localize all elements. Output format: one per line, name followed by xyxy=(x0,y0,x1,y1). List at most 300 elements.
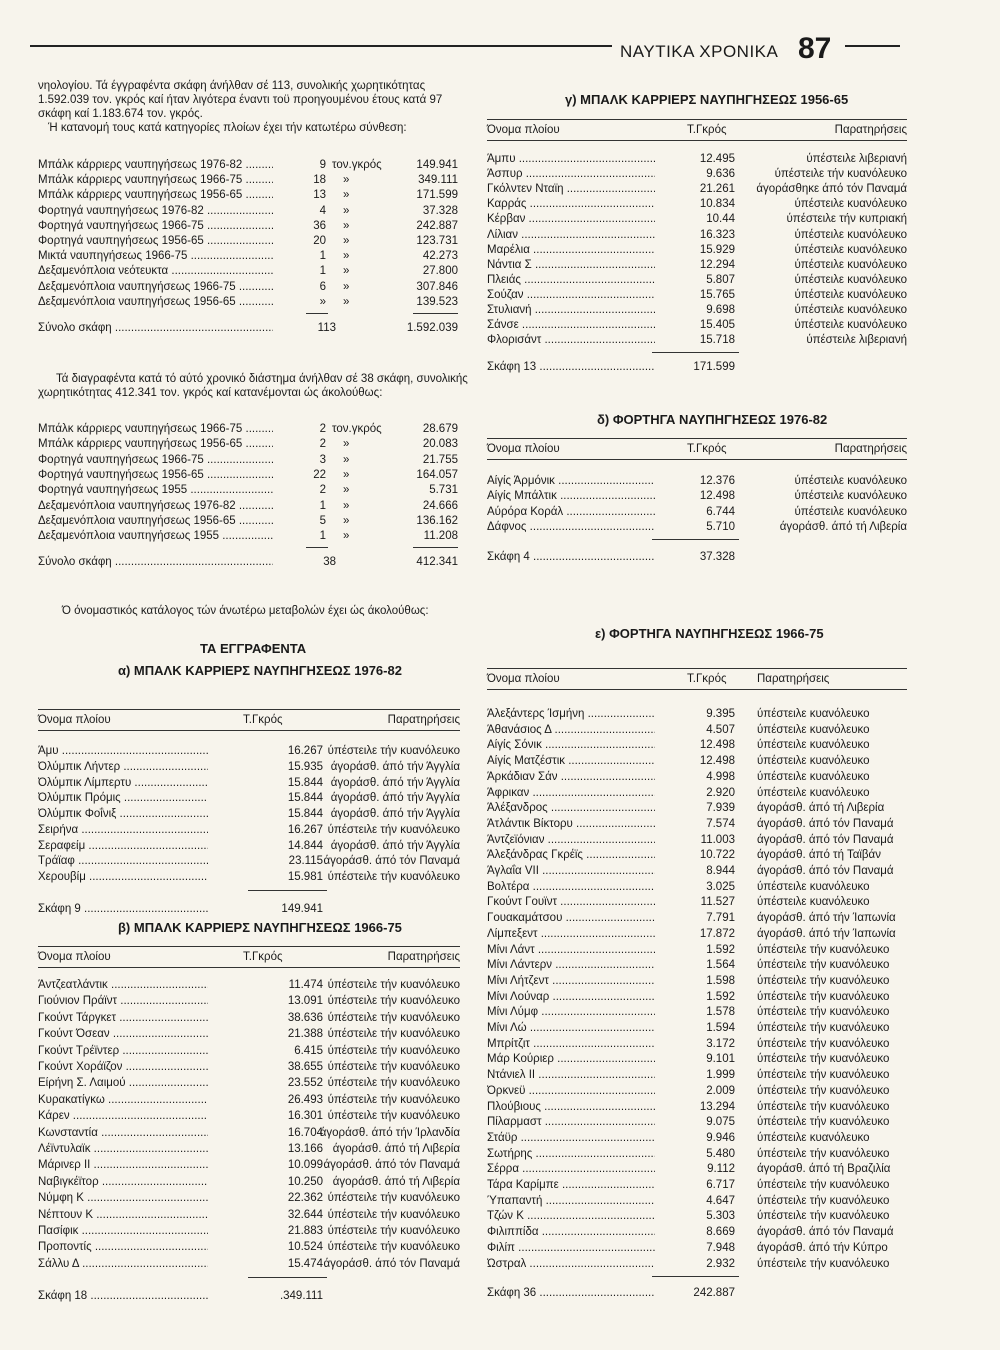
tally-tonnage: 164.057 xyxy=(416,468,458,481)
ship-note: ύπέστειλε τήν κυανόλευκο xyxy=(327,1241,460,1254)
ship-note: άγοράσθ. άπό τή Λιβερία xyxy=(332,1143,460,1155)
ship-name: Άλεξάντερς Ίσμήνη ..... xyxy=(487,707,655,721)
ship-tonnage: 4.647 xyxy=(706,1194,735,1207)
tally-tonnage: 28.679 xyxy=(422,423,458,435)
ship-note: ύπέστειλε τήν κυανόλευκο xyxy=(757,1069,890,1082)
ship-tonnage: 1.999 xyxy=(706,1069,735,1082)
ship-row xyxy=(487,489,907,503)
tally-count: 20 xyxy=(313,235,326,247)
ship-note: άγοράσθ. άπό τήν Ίρλανδία xyxy=(319,1126,460,1139)
ship-name: Κυρακατίγκω ..... xyxy=(38,1093,208,1107)
tally-count: 1 xyxy=(319,499,326,512)
tally-total-count: 38 xyxy=(323,556,336,569)
ship-row xyxy=(487,754,907,768)
table-total-row xyxy=(487,360,907,374)
tally-label: Δεξαμενόπλοια ναυπηγήσεως 1956-65 ..... xyxy=(38,295,273,309)
tally-count: 6 xyxy=(319,280,326,293)
ship-name: Μίνι Λώ ..... xyxy=(487,1021,655,1035)
ship-row xyxy=(487,1037,907,1051)
ship-row xyxy=(487,833,907,847)
ship-note: άγοράσθ. άπό τόν Παναμά xyxy=(757,817,894,830)
ship-tonnage: 12.498 xyxy=(699,755,735,768)
ship-row xyxy=(487,1068,907,1082)
ship-note: ύπέστειλε τήν κυανόλευκο xyxy=(327,1093,460,1106)
ship-note: ύπέστειλε κυανόλευκο xyxy=(794,258,907,271)
tally-count: 2 xyxy=(319,423,326,435)
ship-note: ύπέστειλε τήν κυανόλευκο xyxy=(327,871,460,883)
ship-note: άγοράσθ. άπό τόν Παναμά xyxy=(323,1257,460,1270)
tally-label: Μικτά ναυπηγήσεως 1966-75 ..... xyxy=(38,249,273,263)
ship-tonnage: 21.261 xyxy=(699,183,735,196)
tally-row xyxy=(38,234,463,248)
ship-tonnage: 12.495 xyxy=(699,153,735,165)
ship-name: Γκούντ Τάργκετ ..... xyxy=(38,1011,208,1025)
ship-row xyxy=(38,1158,460,1172)
ship-tonnage: 7.791 xyxy=(706,912,735,925)
sum-rule xyxy=(248,890,327,891)
ship-row xyxy=(487,333,907,347)
ship-row xyxy=(38,1060,460,1074)
ship-row xyxy=(487,1005,907,1019)
ship-name: Ντάνιελ ΙΙ ..... xyxy=(487,1068,655,1082)
ship-note: ύπέστειλε τήν κυανόλευκο xyxy=(327,1011,460,1024)
ship-note: ύπέστειλε κυανόλευκο xyxy=(757,786,870,799)
column-header-name: Όνομα πλοίου xyxy=(487,124,560,136)
ship-row xyxy=(487,880,907,894)
ship-tonnage: 15.765 xyxy=(699,288,735,301)
ship-name: Μίνι Λήτζεντ ..... xyxy=(487,974,655,988)
tally-tonnage: 11.208 xyxy=(423,530,458,543)
ship-row xyxy=(487,505,907,519)
ship-name: Όρκνεϋ ..... xyxy=(487,1084,655,1098)
ship-note: ύπέστειλε τήν κυανόλευκο xyxy=(327,823,460,836)
tally-unit: » xyxy=(343,219,350,232)
column-header-name: Όνομα πλοίου xyxy=(38,951,111,963)
ship-name: Αίγίς Ματζέστικ ..... xyxy=(487,754,655,768)
table-top-rule xyxy=(487,119,907,120)
tally-row xyxy=(38,204,463,218)
ship-tonnage: 32.644 xyxy=(287,1208,323,1221)
sum-rule xyxy=(306,547,328,548)
ship-name: Πλειάς ..... xyxy=(487,273,655,287)
ship-row xyxy=(38,1208,460,1222)
ship-tonnage: 11.003 xyxy=(700,833,735,846)
ship-name: Μίνι Λάντερν ..... xyxy=(487,958,655,972)
ship-name: Σωτήρης ..... xyxy=(487,1147,655,1161)
tally-row xyxy=(38,514,463,528)
tally-tonnage: 139.523 xyxy=(416,295,458,308)
ship-name: Χερουβίμ ..... xyxy=(38,870,208,884)
tally-row xyxy=(38,499,463,513)
ship-name: Μάρ Κούριερ ..... xyxy=(487,1052,655,1066)
ship-note: ύπέστειλε τήν κυανόλευκο xyxy=(757,1179,890,1191)
ship-tonnage: 1.598 xyxy=(706,974,735,987)
tally-unit: » xyxy=(343,453,350,466)
ship-note: άγοράσθ. άπό τήν Άγγλία xyxy=(330,760,460,773)
ship-tonnage: 15.981 xyxy=(287,871,323,883)
ship-tonnage: 12.498 xyxy=(699,490,735,503)
ship-name: Τζών Κ ..... xyxy=(487,1209,655,1223)
ship-note: ύπέστειλε τήν κυανόλευκο xyxy=(327,1028,460,1041)
table-total-row xyxy=(487,550,907,564)
ship-tonnage: 17.872 xyxy=(699,927,735,940)
table-total-value: 149.941 xyxy=(281,902,323,915)
tally-unit: τον.γκρός xyxy=(332,159,382,171)
paragraph-line: σκάφη καί 1.183.674 τον. γκρός. xyxy=(38,108,203,120)
section-title: α) ΜΠΑΛΚ ΚΑΡΡΙΕΡΣ ΝΑΥΠΗΓΗΣΕΩΣ 1976-82 xyxy=(118,663,402,678)
ship-tonnage: 15.844 xyxy=(287,776,323,789)
ship-row xyxy=(487,303,907,317)
magazine-title: ΝΑΥΤΙΚΑ ΧΡΟΝΙΚΑ xyxy=(620,42,779,61)
ship-tonnage: 13.294 xyxy=(699,1100,735,1113)
tally-label: Μπάλκ κάρριερς ναυπηγήσεως 1956-65 ..... xyxy=(38,188,273,202)
ship-row xyxy=(487,1209,907,1223)
ship-name: Σούζαν ..... xyxy=(487,288,655,302)
ship-row xyxy=(38,839,460,853)
ship-name: Φιλιππίδα ..... xyxy=(487,1225,655,1239)
ship-row xyxy=(38,1224,460,1238)
ship-tonnage: 21.883 xyxy=(287,1225,323,1237)
ship-row xyxy=(38,1191,460,1205)
ship-tonnage: 1.592 xyxy=(706,990,735,1003)
page-number: 87 xyxy=(798,32,832,65)
ship-tonnage: 9.075 xyxy=(706,1116,735,1129)
tally-tonnage: 307.846 xyxy=(416,280,458,293)
ship-note: ύπέστειλε κυανόλευκο xyxy=(794,228,907,241)
intro-paragraph xyxy=(38,79,468,135)
sum-rule xyxy=(652,352,739,353)
ship-name: Γκούντ Όσεαν ..... xyxy=(38,1027,208,1041)
tally-row xyxy=(38,422,463,436)
ship-name: Λίλιαν ..... xyxy=(487,228,655,242)
ship-note: άγοράσθ. άπό τόν Παναμά xyxy=(757,1226,894,1239)
tally-tonnage: 5.731 xyxy=(429,484,458,497)
ship-note: ύπέστειλε τήν κυανόλευκο xyxy=(757,1006,890,1019)
ship-name: Μίνι Λύμφ ..... xyxy=(487,1005,655,1019)
ship-name: Είρήνη Σ. Λαιμού ..... xyxy=(38,1076,208,1090)
ship-tonnage: 1.578 xyxy=(706,1006,735,1019)
ship-name: Άμυ ..... xyxy=(38,744,208,758)
ship-name: Άλεξάνδρας Γκρέϊς ..... xyxy=(487,848,655,862)
ship-row xyxy=(487,943,907,957)
ship-name: Σεραφείμ ..... xyxy=(38,839,208,853)
ship-tonnage: 1.592 xyxy=(706,943,735,956)
tally-count: 4 xyxy=(319,204,326,217)
ship-note: ύπέστειλε κυανόλευκο xyxy=(757,770,870,783)
ship-row xyxy=(487,864,907,878)
ship-tonnage: 10.524 xyxy=(287,1241,323,1254)
tally-unit: » xyxy=(343,484,350,497)
table-total-row xyxy=(38,902,460,916)
ship-name: Αίγίς Μπάλτικ ..... xyxy=(487,489,655,503)
tally-count: 36 xyxy=(313,219,326,232)
ship-name: Γκούντ Γουϊντ ..... xyxy=(487,895,655,909)
ship-tonnage: 15.474 xyxy=(287,1257,323,1270)
ship-tonnage: 38.636 xyxy=(287,1011,323,1024)
ship-row xyxy=(38,1076,460,1090)
ship-row xyxy=(38,1142,460,1156)
ship-name: Φιλίπ ..... xyxy=(487,1241,655,1255)
ship-tonnage: 4.507 xyxy=(706,723,735,736)
ship-tonnage: 8.669 xyxy=(706,1226,735,1239)
ship-tonnage: 9.636 xyxy=(706,168,735,181)
column-header-notes: Παρατηρήσεις xyxy=(834,443,907,455)
ship-name: Μάρινερ ΙΙ ..... xyxy=(38,1158,208,1172)
ship-row xyxy=(487,1115,907,1129)
column-header-notes: Παρατηρήσεις xyxy=(387,714,460,726)
tally-unit: » xyxy=(343,468,350,481)
ship-note: ύπέστειλε κυανόλευκο xyxy=(794,505,907,518)
tally-label: Φορτηγά ναυπηγήσεως 1966-75 ..... xyxy=(38,453,273,467)
ship-row xyxy=(487,1225,907,1239)
tally-row xyxy=(38,264,463,278)
ship-note: ύπέστειλε τήν κυανόλευκο xyxy=(774,168,907,181)
ship-note: άγοράσθ. άπό τή Ταϊβάν xyxy=(757,849,881,862)
ship-note: ύπέστειλε τήν κυανόλευκο xyxy=(757,1147,890,1160)
ship-note: ύπέστειλε κυανόλευκο xyxy=(757,708,870,720)
ship-row xyxy=(487,228,907,242)
ship-tonnage: 7.939 xyxy=(706,802,735,815)
header-rule-right xyxy=(845,45,900,47)
ship-tonnage: 16.301 xyxy=(287,1110,323,1123)
tally-tonnage: 123.731 xyxy=(416,235,458,247)
column-header-grt: Τ.Γκρός xyxy=(687,124,727,136)
ship-note: άγοράσθ. άπό τήν Άγγλία xyxy=(330,776,460,789)
ship-tonnage: 22.362 xyxy=(287,1192,323,1205)
tally-tonnage: 242.887 xyxy=(416,219,458,232)
ship-row xyxy=(487,152,907,166)
ship-tonnage: 15.844 xyxy=(287,792,323,805)
ship-name: Στάϋρ ..... xyxy=(487,1131,655,1145)
ship-row xyxy=(487,895,907,909)
tally-count: 5 xyxy=(319,514,326,527)
ship-name: Δάφνος ..... xyxy=(487,520,655,534)
ship-row xyxy=(487,1241,907,1255)
ship-note: ύπέστειλε κυανόλευκο xyxy=(794,304,907,316)
tally-tonnage: 149.941 xyxy=(416,159,458,171)
ship-tonnage: 12.294 xyxy=(699,258,735,271)
ship-tonnage: 16.323 xyxy=(699,228,735,241)
ship-note: άγοράσθ. άπό τόν Παναμά xyxy=(323,1159,460,1172)
ship-tonnage: 10.099 xyxy=(287,1159,323,1172)
tally-tonnage: 349.111 xyxy=(418,174,458,187)
ship-note: άγοράσθ. άπό τή Λιβερία xyxy=(779,520,907,533)
ship-row xyxy=(487,243,907,257)
section-title: γ) ΜΠΑΛΚ ΚΑΡΡΙΕΡΣ ΝΑΥΠΗΓΗΣΕΩΣ 1956-65 xyxy=(565,92,849,107)
tally-count: 2 xyxy=(319,438,326,451)
ship-row xyxy=(38,1011,460,1025)
deleted-paragraph xyxy=(38,372,468,400)
ship-tonnage: 16.704 xyxy=(287,1126,323,1139)
ship-name: Μαρέλια ..... xyxy=(487,243,655,257)
tally-row xyxy=(38,483,463,497)
ship-name: Νύμφη Κ ..... xyxy=(38,1191,208,1205)
tally-unit: » xyxy=(343,265,350,278)
ship-note: ύπέστειλε κυανόλευκο xyxy=(794,243,907,256)
ship-row xyxy=(487,474,907,488)
tally-unit: » xyxy=(343,189,350,202)
ship-note: ύπέστειλε τήν κυανόλευκο xyxy=(327,1061,460,1073)
sum-rule xyxy=(413,313,458,314)
tally-tonnage: 37.328 xyxy=(422,204,458,217)
ship-tonnage: 8.944 xyxy=(706,865,735,877)
ship-tonnage: 10.722 xyxy=(699,849,735,862)
ship-name: Γκόλντεν Νταϊη ..... xyxy=(487,182,655,196)
ship-note: ύπέστειλε κυανόλευκο xyxy=(757,896,870,909)
tally-unit: » xyxy=(343,235,350,247)
paragraph-line: 1.592.039 τον. γκρός καί ήταν λιγότερα έναντι τοϋ προηγουμένου έτους κατά 97 xyxy=(38,94,443,106)
ship-row xyxy=(487,1178,907,1192)
ship-note: άγοράσθ. άπό τή Λιβερία xyxy=(332,1175,460,1188)
ship-tonnage: 16.267 xyxy=(287,745,323,757)
ship-note: ύπέστειλε κυανόλευκο xyxy=(794,273,907,286)
tally-total-tonnage: 1.592.039 xyxy=(406,322,458,334)
ship-row xyxy=(38,870,460,884)
tally-count: 9 xyxy=(319,159,326,171)
table-top-rule xyxy=(487,438,907,439)
ship-row xyxy=(38,791,460,805)
tally-unit: τον.γκρός xyxy=(332,423,382,435)
ship-row xyxy=(487,723,907,737)
ship-note: άγοράσθ. άπό τόν Παναμά xyxy=(757,833,894,846)
ship-row xyxy=(487,182,907,196)
ship-row xyxy=(487,1194,907,1208)
tally-count: 13 xyxy=(313,189,326,202)
ship-note: ύπέστειλε τήν κυανόλευκο xyxy=(327,1208,460,1221)
ship-note: ύπέστειλε τήν κυανόλευκο xyxy=(757,1053,890,1066)
ship-name: Αίγίς Σόνικ ..... xyxy=(487,738,655,752)
ship-tonnage: 4.998 xyxy=(706,770,735,783)
tally-tonnage: 27.800 xyxy=(422,265,458,278)
table-total-row xyxy=(38,1289,460,1303)
ship-row xyxy=(38,807,460,821)
column-header-grt: Τ.Γκρός xyxy=(243,714,283,726)
ship-note: ύπέστειλε τήν κυανόλευκο xyxy=(757,1257,890,1270)
ship-note: ύπέστειλε κυανόλευκο xyxy=(757,1131,870,1144)
table-header-rule xyxy=(38,730,460,731)
tally-count: 22 xyxy=(313,468,326,481)
ship-tonnage: 15.405 xyxy=(699,319,735,332)
tally-count: 2 xyxy=(319,484,326,497)
ship-tonnage: 12.376 xyxy=(699,475,735,487)
tally-tonnage: 171.599 xyxy=(416,189,458,202)
nominal-intro: Ό όνομαστικός κατάλογος τών άνωτέρω μεταβολών έχει ώς άκολούθως: xyxy=(62,605,429,617)
ship-row xyxy=(487,1052,907,1066)
ship-note: ύπέστειλε λιβεριανή xyxy=(806,153,907,165)
tally-total-count: 113 xyxy=(317,322,336,334)
ship-note: ύπέστειλε τήν κυανόλευκο xyxy=(757,1116,890,1129)
ship-name: Σάλλυ Δ ..... xyxy=(38,1257,208,1271)
ship-row xyxy=(38,1257,460,1271)
ship-name: Τράϊαφ ..... xyxy=(38,854,208,868)
ship-row xyxy=(38,1044,460,1058)
ship-note: άγοράσθηκε άπό τόν Παναμά xyxy=(756,183,907,196)
ship-row xyxy=(38,994,460,1008)
table-total-value: .349.111 xyxy=(279,1290,323,1303)
ship-row xyxy=(487,801,907,815)
sum-rule xyxy=(248,1277,327,1278)
tally-label: Φορτηγά ναυπηγήσεως 1956-65 ..... xyxy=(38,468,273,482)
ship-note: ύπέστειλε κυανόλευκο xyxy=(794,490,907,503)
ship-name: Πίλαρμαστ ..... xyxy=(487,1115,655,1129)
ship-note: ύπέστειλε τήν κυανόλευκο xyxy=(327,1225,460,1237)
ship-tonnage: 9.946 xyxy=(706,1131,735,1144)
ship-row xyxy=(487,1257,907,1271)
tally-total-label: Σύνολο σκάφη ..... xyxy=(38,321,273,335)
tally-count: 1 xyxy=(319,530,326,543)
tally-row xyxy=(38,188,463,202)
ship-name: Αύρόρα Κοράλ ..... xyxy=(487,505,655,519)
ship-row xyxy=(487,520,907,534)
tally-count: » xyxy=(319,295,326,308)
tally-row xyxy=(38,219,463,233)
ship-name: Άρκάδιαν Σάν ..... xyxy=(487,770,655,784)
ship-name: Σάνσε ..... xyxy=(487,318,655,332)
table-header-rule xyxy=(487,140,907,141)
ship-name: Άγλαΐα VII ..... xyxy=(487,864,655,878)
ship-note: άγοράσθ. άπό τήν Ίαπωνία xyxy=(757,912,896,925)
ship-tonnage: 1.564 xyxy=(706,959,735,972)
ship-name: Νάντια Σ ..... xyxy=(487,258,655,272)
ship-name: Μίνι Λάντ ..... xyxy=(487,943,655,957)
tally-row xyxy=(38,529,463,543)
ship-row xyxy=(487,1147,907,1161)
ship-note: ύπέστειλε τήν κυανόλευκο xyxy=(757,1022,890,1034)
ship-name: Σειρήνα ..... xyxy=(38,823,208,837)
ship-row xyxy=(38,823,460,837)
tally-label: Μπάλκ κάρριερς ναυπηγήσεως 1966-75 ..... xyxy=(38,173,273,187)
table-total-label: Σκάφη 4 ..... xyxy=(487,550,655,564)
ship-note: ύπέστειλε κυανόλευκο xyxy=(794,319,907,332)
ship-row xyxy=(487,197,907,211)
ship-tonnage: 10.834 xyxy=(699,198,735,211)
paragraph-line: χωρητικότητας 412.341 τον. γκρός καί κατανέμονται ώς άκολούθως: xyxy=(38,387,383,399)
ship-name: Όλύμπικ Λήντερ ..... xyxy=(38,760,208,774)
tally-row xyxy=(38,280,463,294)
ship-note: ύπέστειλε τήν κυανόλευκο xyxy=(757,959,890,972)
ship-tonnage: 1.594 xyxy=(706,1022,735,1034)
ship-note: ύπέστειλε τήν κυανόλευκο xyxy=(757,1084,890,1097)
sum-rule xyxy=(306,313,328,314)
ship-note: ύπέστειλε τήν κυανόλευκο xyxy=(757,1194,890,1207)
tally-label: Μπάλκ κάρριερς ναυπηγήσεως 1966-75 ..... xyxy=(38,422,273,436)
ship-name: Κωνσταντία ..... xyxy=(38,1126,208,1140)
column-header-name: Όνομα πλοίου xyxy=(487,673,560,685)
ship-tonnage: 7.574 xyxy=(706,817,735,830)
ship-note: ύπέστειλε τήν κυπριακή xyxy=(786,213,907,226)
sum-rule xyxy=(652,539,739,540)
ship-tonnage: 2.932 xyxy=(706,1257,735,1270)
ship-name: Άντζεατλάντικ ..... xyxy=(38,978,208,992)
ship-name: Ναβιγκέϊτορ ..... xyxy=(38,1175,208,1189)
ship-tonnage: 5.710 xyxy=(706,520,735,533)
ship-note: ύπέστειλε κυανόλευκο xyxy=(757,723,870,736)
ship-tonnage: 9.395 xyxy=(706,708,735,720)
ship-tonnage: 15.718 xyxy=(699,334,735,347)
ship-row xyxy=(487,212,907,226)
ship-tonnage: 23.115 xyxy=(288,855,323,868)
tally-count: 18 xyxy=(313,174,326,187)
ship-row xyxy=(38,760,460,774)
ship-tonnage: 5.807 xyxy=(706,273,735,286)
ship-name: Φλορισάντ ..... xyxy=(487,333,655,347)
ship-note: άγοράσθ. άπό τήν Άγγλία xyxy=(330,839,460,852)
ship-row xyxy=(487,1100,907,1114)
ship-note: ύπέστειλε τήν κυανόλευκο xyxy=(327,979,460,991)
ship-row xyxy=(487,990,907,1004)
section-title: ε) ΦΟΡΤΗΓΑ ΝΑΥΠΗΓΗΣΕΩΣ 1966-75 xyxy=(595,626,824,641)
ship-name: Λέϊντυλαϊκ ..... xyxy=(38,1142,208,1156)
